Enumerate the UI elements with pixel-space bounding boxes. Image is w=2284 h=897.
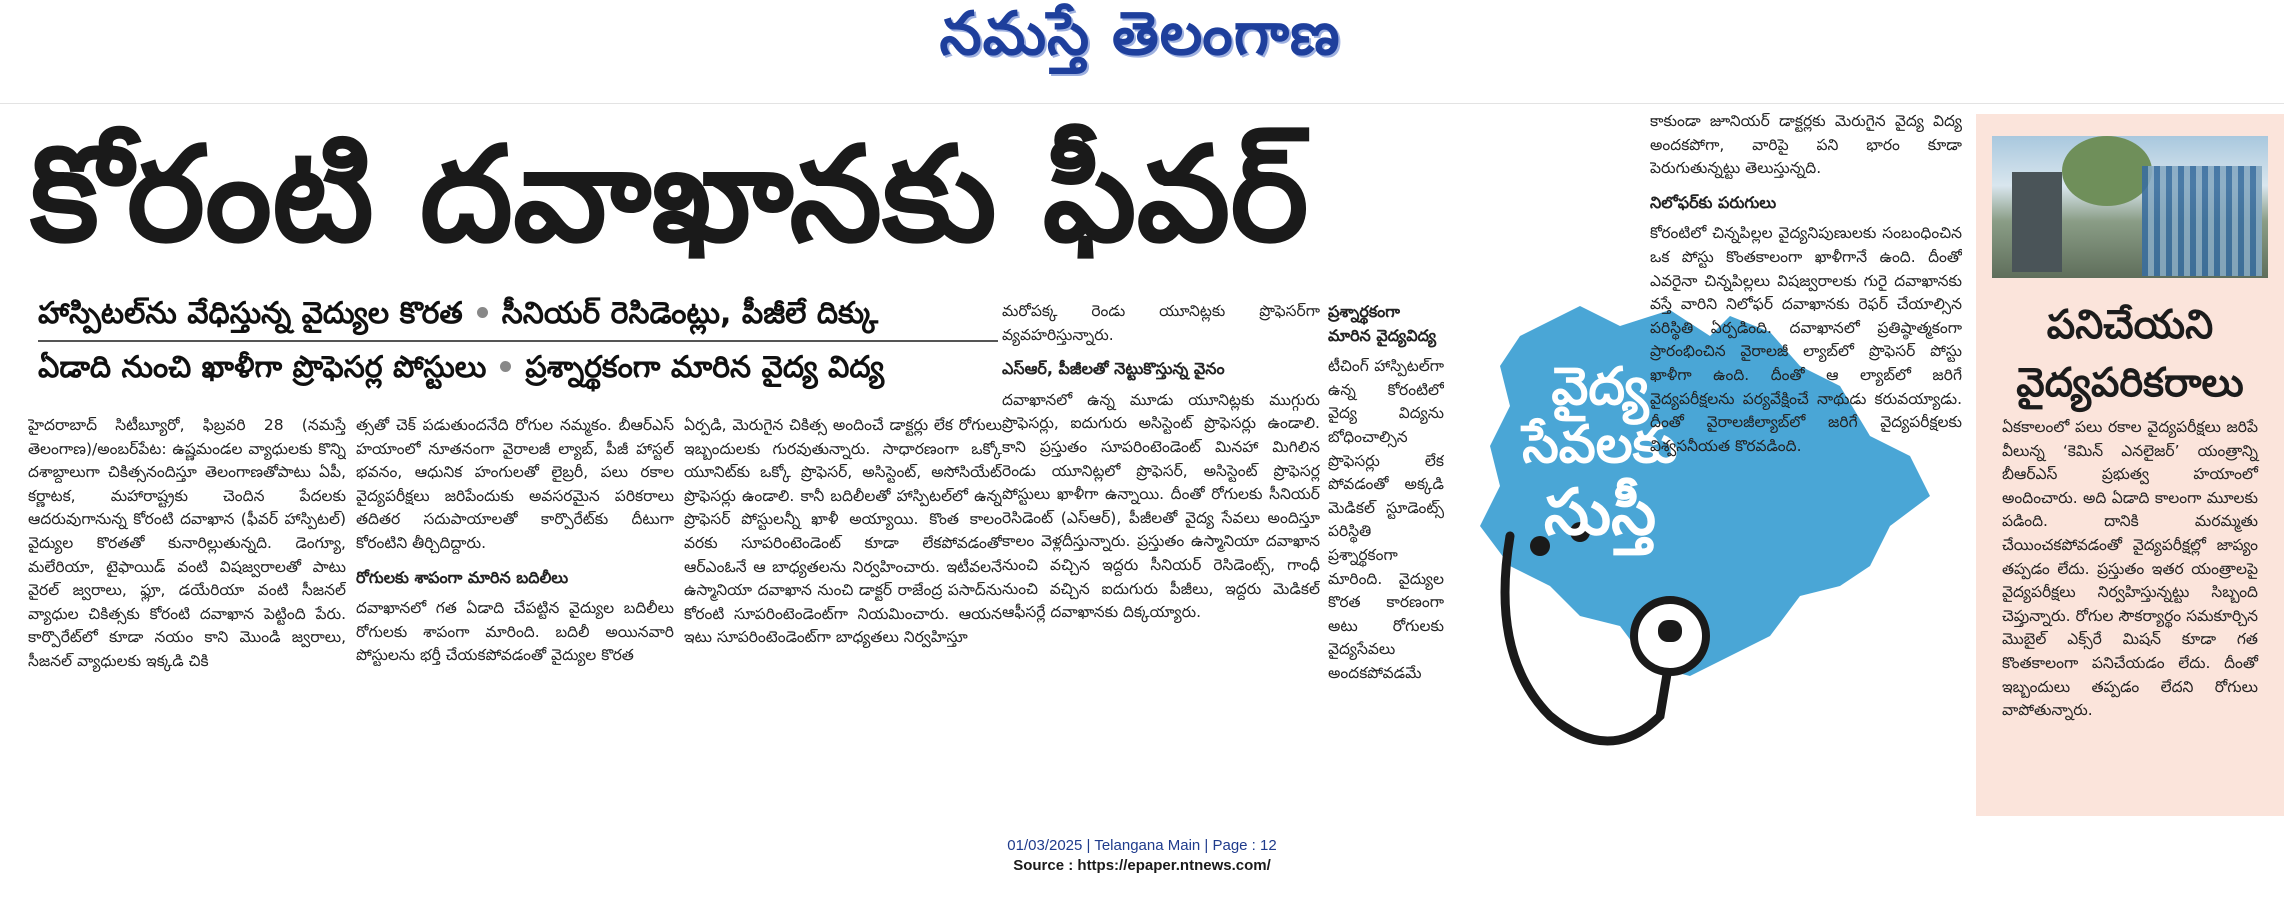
footer-source: Source : https://epaper.ntnews.com/ <box>1013 857 1271 874</box>
subhead-line-1 <box>38 296 878 338</box>
column-text: ఏర్పడి, మెరుగైన చికిత్స అందించే డాక్టర్లు లేక రోగులు ఇబ్బందులకు గురవుతున్నారు. సాధారణంగా ఒక్కో యూనిట్‌కు ఒక్కో ప్రొఫెసర్, అసిస్టెంట్, అసోసియేట్ ప్రొఫెసర్లు ఉండాలి. కానీ బదిలీలతో హాస్పిటల్‌లో ఉన్న ప్రొఫెసర్ పోస్టులన్నీ ఖాళీ అయ్యాయి. కొంత కాలం వరకు సూపరింటెండెంట్ కూడా లేకపోవడంతో ఆర్‌ఎంఓనే ఆ బాధ్యతలను నిర్వహించారు. ఇటీవలనే ఉస్మానియా దవాఖాన నుంచి డాక్టర్ రాజేంద్ర పసాద్‌ను కోరంటి సూపరింటెండెంట్‌గా నియమించారు. ఆయన ఇటు సూపరింటెండెంట్‌గా బాధ్యతలు నిర్వహిస్తూ <box>684 416 1002 647</box>
bullet-icon <box>500 361 511 372</box>
section-heading: ప్రశ్నార్థకంగా మారిన వైద్యవిద్య <box>1328 302 1437 345</box>
sidebar-box <box>1976 114 2284 816</box>
photo-gate <box>2142 166 2262 276</box>
masthead <box>0 0 2284 104</box>
article-column-6 <box>1650 110 1962 804</box>
article-column-2 <box>356 414 674 804</box>
section-heading: ఎస్‌ఆర్, పీజీలతో నెట్టుకొస్తున్న వైనం <box>1002 359 1225 379</box>
hospital-photo <box>1992 136 2268 278</box>
inset-title-3: సుస్తీ <box>1544 476 1656 550</box>
sidebar-title-line-2: వైద్యపరికరాలు <box>2016 360 2244 406</box>
sidebar-text: ఏకకాలంలో పలు రకాల వైద్యపరీక్షలు జరిపే వీలున్న ‘కెమిన్ ఎనలైజర్’ యంత్రాన్ని బీఆర్‌ఎస్ ప్రభుత్వ హయాంలో అందించారు. అది ఏడాది కాలంగా మూలకు పడింది. దానికి మరమ్మతు చేయించకపోవడంతో వైద్యపరీక్షల్లో జాప్యం తప్పడం లేదు. ప్రస్తుతం ఇతర యంత్రాలపై వైద్యపరీక్షలు నిర్వహిస్తున్నట్టు సిబ్బంది చెప్తున్నారు. రోగుల సౌకర్యార్థం సమకూర్చిన మొబైల్ ఎక్స్‌రే మిషన్ కూడా గత కొంతకాలంగా పనిచేయడం లేదు. దీంతో ఇబ్బందులు తప్పడం లేదని రోగులు వాపోతున్నారు. <box>2002 418 2258 720</box>
bullet-icon <box>477 307 488 318</box>
column-text: దవాఖానలో ఉన్న మూడు యూనిట్లకు ముగ్గురు ప్రొఫెసర్లు, ఐదుగురు అసిస్టెంట్ ప్రొఫెసర్లు ఉండాలి. కాని ప్రస్తుతం సూపరింటెండెంట్ మినహా మిగిలిన రెండు యూనిట్లలో ప్రొఫెసర్, అసిస్టెంట్ ప్రొఫెసర్ల పోస్టులు ఖాళీగా ఉన్నాయి. దీంతో రోగులకు సీనియర్ రెసిడెంట్ (ఎస్‌ఆర్), పీజీలతో వైద్య సేవలు అందిస్తూ కాలం వెళ్లదీస్తున్నారు. ప్రస్తుతం ఉస్మానియా దవాఖాన నుంచి వచ్చిన ఇద్దరు సీనియర్ రెసిడెంట్స్, గాంధీ నుంచి వచ్చిన ఐదుగురు పీజీలు, ఇద్దరు మెడికల్ ఆఫీసర్లే దవాఖానకు దిక్కయ్యారు. <box>1002 390 1320 622</box>
inset-title-2: సేవలకు <box>1522 415 1678 475</box>
column-text: మరోపక్క రెండు యూనిట్లకు ప్రొఫెసర్‌గా వ్యవహరిస్తున్నారు. <box>1002 302 1320 344</box>
newspaper-logo: నమస్తే తెలంగాణ <box>939 0 1341 69</box>
column-text: కోరంటిలో చిన్నపిల్లల వైద్యనిపుణులకు సంబంధించిన ఒక పోస్టు కొంతకాలంగా ఖాళీగానే ఉంది. దీంతో ఎవరైనా చిన్నపిల్లలు విషజ్వరాలకు గురై దవాఖానకు వస్తే వారిని నిలోఫర్ దవాఖానకు రెఫర్ చేయాల్సిన పరిస్థితి ఏర్పడింది. దవాఖానలో ప్రతిష్ఠాత్మకంగా ప్రారంభించిన వైరాలజీ ల్యాబ్‌లో ప్రొఫెసర్ పోస్టు ఖాళీగా ఉంది. దీంతో ఆ ల్యాబ్‌లో జరిగే వైద్యపరీక్షలను పర్యవేక్షించే నాథుడు కరువయ్యాడు. దీంతో వైరాలజీల్యాబ్‌లో జరిగే వైద్యపరీక్షలకు విశ్వసనీయత కొరవడింది. <box>1650 224 1962 455</box>
column-text: దవాఖానలో గత ఏడాది చేపట్టిన వైద్యుల బదిలీలు రోగులకు శాపంగా మారింది. బదిలీ అయినవారి పోస్టులను భర్తీ చేయకపోవడంతో వైద్యుల కొరత <box>356 599 674 665</box>
article-column-1 <box>28 414 346 804</box>
column-text: హైదరాబాద్ సిటీబ్యూరో, ఫిబ్రవరి 28 (నమస్తే తెలంగాణ)/అంబర్‌పేట: ఉష్ణమండల వ్యాధులకు కొన్ని దశాబ్దాలుగా చికిత్సనందిస్తూ తెలంగాణతోపాటు ఏపీ, కర్ణాటక, మహారాష్ట్రకు చెందిన పేదలకు ఆదరువుగానున్న కోరంటి దవాఖాన (ఫీవర్ హాస్పిటల్) వైద్యుల కొరతతో కునారిల్లుతున్నది. డెంగ్యూ, మలేరియా, టైఫాయిడ్ వంటి విషజ్వరాలతో పాటు వైరల్ జ్వరాలు, ఫ్లూ, డయేరియా వంటి సీజనల్ వ్యాధుల చికిత్సకు కోరంటి దవాఖాన పెట్టింది పేరు. కార్పొరేట్‌లో కూడా నయం కాని మొండి జ్వరాలు, సీజనల్ వ్యాధులకు ఇక్కడి చికి <box>28 416 346 670</box>
article-column-3 <box>684 414 1002 804</box>
column-text: కాకుండా జూనియర్ డాక్టర్లకు మెరుగైన వైద్య విద్య అందకపోగా, వారిపై పని భారం కూడా పెరుగుతున్నట్టు తెలుస్తున్నది. <box>1650 112 1962 178</box>
footer <box>0 836 2284 876</box>
sidebar-title <box>1976 296 2284 412</box>
inset-title-1: వైద్య <box>1551 357 1649 417</box>
article-column-4 <box>1002 300 1320 804</box>
footer-date-page: 01/03/2025 | Telangana Main | Page : 12 <box>1007 837 1277 854</box>
sidebar-title-line-1: పనిచేయని <box>2046 302 2214 348</box>
headline: కోరంటి దవాఖానకు ఫీవర్ <box>30 118 1309 272</box>
subhead-line-2 <box>38 350 884 392</box>
column-text: టీచింగ్ హాస్పిటల్‌గా ఉన్న కోరంటిలో వైద్య విద్యను బోధించాల్సిన ప్రొఫెసర్లు లేక పోవడంతో అక్కడి మెడికల్ స్టూడెంట్స్ పరిస్థితి ప్రశ్నార్థకంగా మారింది. వైద్యుల కొరత కారణంగా అటు రోగులకు వైద్యసేవలు అందకపోవడమే <box>1328 357 1444 682</box>
subhead-1b: సీనియర్ రెసిడెంట్లు, పీజీలే దిక్కు <box>501 296 879 331</box>
photo-pillar <box>2012 172 2062 272</box>
divider <box>38 340 998 342</box>
section-heading: రోగులకు శాపంగా మారిన బదిలీలు <box>356 567 569 587</box>
subhead-2a: ఏడాది నుంచి ఖాళీగా ప్రొఫెసర్ల పోస్టులు <box>38 350 487 385</box>
section-heading: నిలోఫర్‌కు పరుగులు <box>1650 192 1777 212</box>
subhead-2b: ప్రశ్నార్థకంగా మారిన వైద్య విద్య <box>525 350 885 385</box>
column-text: త్సతో చెక్ పడుతుందనేది రోగుల నమ్మకం. బీఆర్‌ఎస్ హయాంలో నూతనంగా వైరాలజీ ల్యాబ్, పీజీ హాస్టల్ భవనం, ఆధునిక హంగులతో లైబ్రరీ, పలు రకాల వైద్యపరీక్షలు జరిపేందుకు అవసరమైన పరికరాలు తదితర సదుపాయాలతో కార్పొరేట్‌కు దీటుగా కోరంటిని తీర్చిదిద్దారు. <box>356 416 674 552</box>
photo-tree <box>2062 136 2152 206</box>
article-column-5 <box>1328 300 1444 804</box>
subhead-1a: హాస్పిటల్‌ను వేధిస్తున్న వైద్యుల కొరత <box>38 296 463 331</box>
